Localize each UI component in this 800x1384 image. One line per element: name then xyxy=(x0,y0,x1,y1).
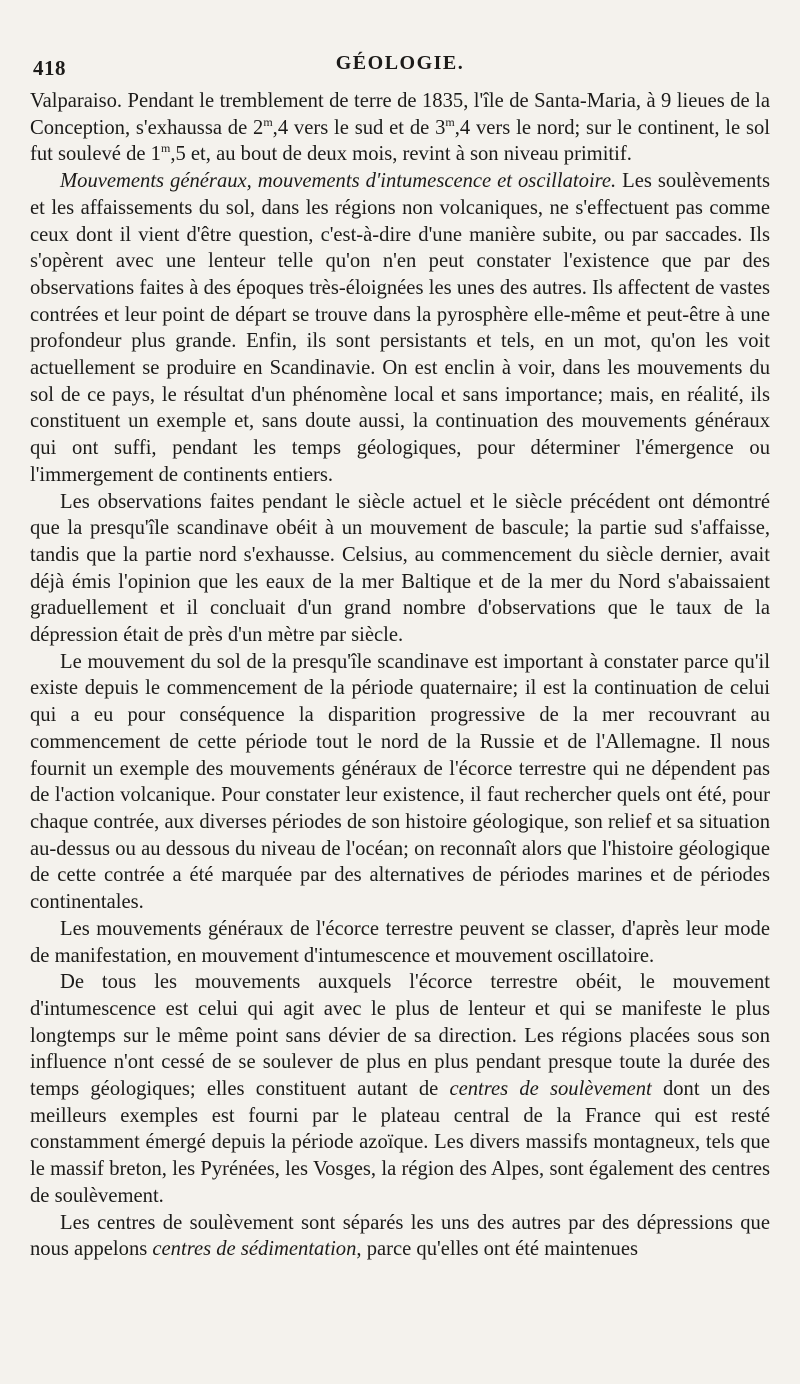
italic-text: Mouvements généraux, mouvements d'intumescence et oscillatoire. xyxy=(60,170,617,193)
running-head: GÉOLOGIE. xyxy=(335,52,465,74)
unit-superscript: m xyxy=(263,114,273,129)
text-run: , parce qu'elles ont été maintenues xyxy=(356,1238,639,1261)
text-run: Les centres de soulèvement sont séparés les uns des autres par des dépressions que nous appelons xyxy=(30,1211,770,1261)
paragraph xyxy=(30,1210,770,1263)
paragraph xyxy=(30,88,770,168)
paragraph xyxy=(30,168,770,488)
text-run: De tous les mouvements auxquels l'écorce terrestre obéit, le mouvement d'intumescence est celui qui agit avec le plus de lenteur et qui se manifeste le plus longtemps sur le même point sans dévier de sa direction. Les régions placées sous son influence n'ont cessé de se soulever de plus en plus pendant presque toute la durée des temps géologiques; elles constituent autant de xyxy=(30,971,770,1101)
paragraph xyxy=(30,649,770,916)
page-header xyxy=(30,50,770,80)
page-number: 418 xyxy=(33,56,66,80)
unit-superscript: m xyxy=(160,141,171,156)
text-run: Le mouvement du sol de la presqu'île scandinave est important à constater parce qu'il existe depuis le commencement de la période quaternaire; il est la continuation de celui qui a eu pour conséquence la disparition progressive de la mer recouvrant au commencement de cette période tout le nord de la Russie et de l'Allemagne. Il nous fournit un exemple des mouvements généraux de l'écorce terrestre qui ne dépendent pas de l'action volcanique. Pour constater leur existence, il faut rechercher quels ont été, pour chaque contrée, aux diverses périodes de son histoire géologique, son relief et sa situation au-dessus ou au dessous du niveau de l'océan; on reconnaît alors que l'histoire géologique de cette contrée a été marquée par des alternatives de périodes marines et de périodes continentales. xyxy=(30,650,770,914)
italic-text: centres de sédimentation xyxy=(152,1238,357,1261)
italic-text: centres de soulèvement xyxy=(449,1078,652,1101)
paragraph xyxy=(30,489,770,649)
paragraph xyxy=(30,916,770,969)
text-run: Les mouvements généraux de l'écorce terrestre peuvent se classer, d'après leur mode de manifestation, en mouvement d'intumescence et mouvement oscillatoire. xyxy=(30,917,770,967)
text-run: Valparaiso. Pendant le tremblement de terre de 1835, l'île de Santa-Maria, à 9 lieues de la Conception, s'exhaussa de 2 xyxy=(30,90,770,139)
unit-superscript: m xyxy=(445,114,455,129)
text-run: dont un des meilleurs exemples est fourni par le plateau central de la France qui est resté constamment émergé depuis la période azoïque. Les divers massifs montagneux, tels que le massif breton, les Pyrénées, les Vosges, la région des Alpes, sont également des centres de soulèvement. xyxy=(30,1078,770,1207)
text-run: Les observations faites pendant le siècle actuel et le siècle précédent ont démontré que la presqu'île scandinave obéit à un mouvement de bascule; la partie sud s'affaisse, tandis que la partie nord s'exhausse. Celsius, au commencement du siècle dernier, avait déjà émis l'opinion que les eaux de la mer Baltique et de la mer du Nord s'abaissaient graduellement et il concluait d'un grand nombre d'observations que le taux de la dépression était de près d'un mètre par siècle. xyxy=(30,490,770,647)
text-run: ,4 vers le nord; sur le continent, le sol fut soulevé de 1 xyxy=(30,116,771,166)
body-text xyxy=(30,88,770,1263)
paragraph xyxy=(30,969,770,1209)
text-run: Les soulèvements et les affaissements du sol, dans les régions non volcaniques, ne s'effectuent pas comme ceux dont il vient d'être question, c'est-à-dire d'une manière subite, ou par saccades. Ils s'opèrent avec une lenteur telle qu'on n'en peut constater l'existence que par des observations faites à des époques très-éloignées les unes des autres. Ils affectent de vastes contrées et leur point de départ se trouve dans la pyrosphère elle-même et peut-être à une profondeur plus grande. Enfin, ils sont persistants et tels, en un mot, qu'on les voit actuellement se produire en Scandinavie. On est enclin à voir, dans les mouvements du sol de ce pays, le résultat d'un phénomène local et sans importance; mais, en réalité, ils constituent un exemple et, sans doute aussi, la continuation des mouvements généraux qui ont suffi, pendant les temps géologiques, pour déterminer l'émergence ou l'immergement de continents entiers. xyxy=(30,170,770,486)
text-run: ,4 vers le sud et de 3 xyxy=(272,116,446,139)
text-run: ,5 et, au bout de deux mois, revint à son niveau primitif. xyxy=(170,143,632,166)
